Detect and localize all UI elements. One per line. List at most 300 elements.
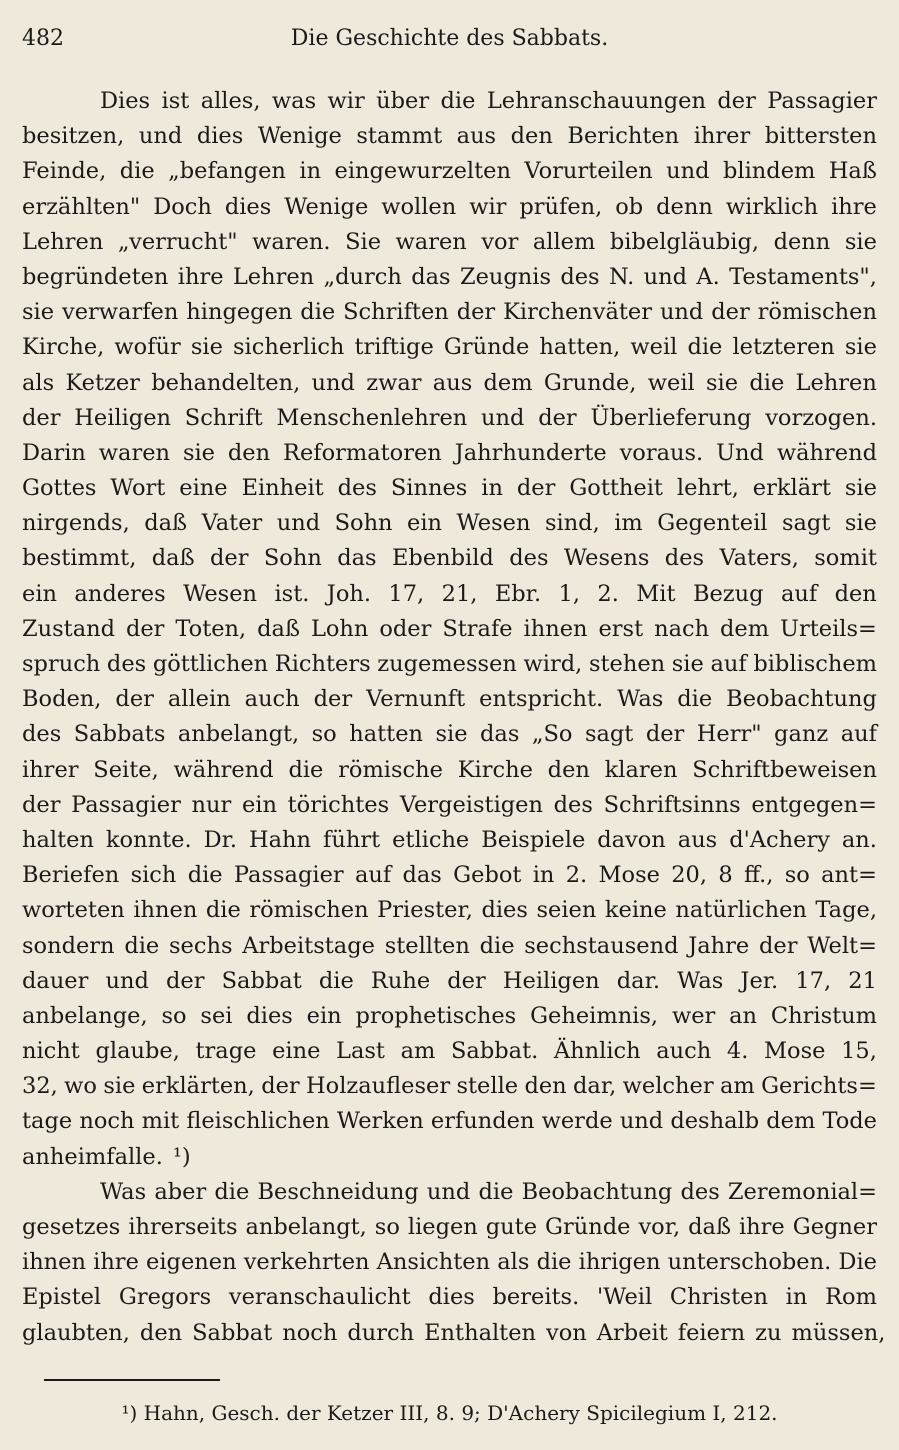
word: entspricht.: [479, 686, 604, 713]
word: „So: [531, 721, 573, 748]
text-line: [22, 682, 877, 717]
text-line: [22, 541, 877, 576]
word: müssen,: [791, 1319, 886, 1346]
text-line: [22, 1210, 877, 1245]
word: eigenen: [146, 1249, 237, 1276]
word: konnte.: [105, 826, 192, 853]
word: sie: [190, 334, 223, 361]
word: Gegner: [792, 1214, 877, 1240]
word: ihrigen: [578, 1249, 661, 1276]
word: Vorurteilen: [524, 158, 653, 185]
word: stehen: [588, 651, 666, 677]
word: begründeten: [22, 263, 169, 290]
word: aus: [432, 369, 473, 396]
word: sie: [182, 439, 215, 466]
word: daß: [151, 545, 195, 572]
word: sechstausend: [524, 932, 679, 959]
text-line: [22, 471, 877, 506]
word: ihrer: [22, 756, 79, 783]
word: die: [124, 932, 160, 959]
word: ein: [241, 791, 277, 818]
word: Gerichts=: [761, 1073, 877, 1100]
text-line: [22, 330, 877, 365]
word: Lehren: [795, 369, 877, 396]
word: denn: [773, 228, 831, 255]
word: die: [288, 756, 324, 783]
word: von: [546, 1319, 587, 1346]
text-line: [22, 823, 877, 858]
text-line: [22, 647, 877, 682]
word: daß: [688, 1214, 731, 1240]
word: der: [645, 721, 685, 748]
word: bereits.: [492, 1284, 580, 1311]
word: sechs: [168, 932, 233, 959]
word: deshalb: [670, 1108, 760, 1135]
word: dem: [720, 615, 770, 642]
word: liegen: [407, 1214, 478, 1240]
word: glaubten,: [22, 1319, 130, 1346]
word: Gegenteil: [657, 510, 768, 537]
word: der: [210, 545, 249, 572]
word: der: [22, 791, 61, 818]
word: des: [680, 1178, 720, 1205]
word: sagt: [584, 721, 634, 748]
word: in: [785, 1284, 808, 1311]
word: der: [447, 967, 486, 994]
word: spruch: [22, 651, 101, 677]
word: hingegen: [186, 299, 293, 326]
word: Beschneidung: [257, 1178, 419, 1205]
word: wollen: [381, 193, 457, 220]
word: entgegen=: [751, 791, 877, 818]
word: dies: [481, 897, 528, 924]
word: glaube,: [95, 1038, 180, 1065]
word: Schriften: [343, 299, 449, 326]
word: vor,: [638, 1214, 681, 1240]
word: mit: [141, 1108, 180, 1135]
word: erst: [598, 615, 644, 642]
word: Passagier: [233, 862, 344, 889]
word: Arbeitstage: [242, 932, 375, 959]
word: Schrift: [184, 404, 263, 431]
word: ihnen: [133, 897, 198, 924]
word: lehrt,: [676, 475, 739, 502]
word: durch: [347, 1319, 415, 1346]
word: Werken: [336, 1108, 424, 1135]
text-line: [22, 84, 877, 119]
word: Lehranschauungen: [486, 88, 706, 114]
word: der: [115, 686, 154, 713]
word: 2.: [565, 862, 588, 889]
word: prophetisches: [355, 1002, 517, 1029]
word: Gottes: [22, 475, 97, 502]
word: wird,: [523, 651, 583, 677]
word: triftige: [354, 334, 434, 361]
word: und: [659, 299, 704, 326]
word: Herr": [696, 721, 762, 748]
word: sind,: [544, 510, 600, 537]
word: Ansichten: [376, 1249, 491, 1276]
word: klaren: [604, 756, 678, 783]
word: 17,: [388, 580, 425, 607]
word: aus: [677, 826, 718, 853]
word: Sabbat: [192, 1319, 273, 1346]
word: weil: [630, 334, 678, 361]
word: Rom: [825, 1284, 877, 1311]
word: Reformatoren: [283, 439, 442, 466]
word: Mit: [636, 580, 676, 607]
word: zwar: [366, 369, 422, 396]
word: Gottheit: [569, 475, 663, 502]
word: Heiligen: [502, 967, 600, 994]
word: was: [271, 88, 317, 114]
word: ganz: [774, 721, 829, 748]
word: sei: [200, 1002, 233, 1029]
word: der: [22, 404, 61, 431]
word: tage: [22, 1108, 73, 1135]
word: die: [749, 369, 785, 396]
word: und: [619, 1108, 664, 1135]
word: der: [717, 88, 756, 114]
word: sie: [103, 1073, 136, 1100]
footnote-rule: [44, 1379, 220, 1381]
word: trage: [195, 1038, 257, 1065]
text-line: [22, 1316, 886, 1351]
word: „durch: [323, 263, 402, 290]
text-line: [22, 999, 877, 1034]
footnote: ¹) Hahn, Gesch. der Ketzer III, 8. 9; D'Achery Spicilegium I, 212.: [121, 1400, 778, 1425]
word: und: [426, 1178, 471, 1205]
word: Vernunft: [366, 686, 466, 713]
text-line: [22, 929, 877, 964]
word: auf: [710, 651, 747, 677]
word: führt: [323, 826, 381, 853]
word: Christen: [669, 1284, 768, 1311]
word: Vergeistigen: [399, 791, 543, 818]
word: Richters: [274, 651, 371, 677]
word: Ebenbild: [392, 545, 494, 572]
word: eingewurzelten: [334, 158, 511, 185]
word: bestimmt,: [22, 545, 137, 572]
word: Haß: [828, 158, 877, 185]
word: des: [553, 791, 593, 818]
text-line: [22, 612, 877, 647]
word: Berichten: [567, 123, 680, 150]
word: Grunde,: [543, 369, 637, 396]
word: ihre: [738, 1214, 785, 1240]
word: 21: [848, 967, 877, 994]
word: Was: [617, 686, 664, 713]
word: des: [106, 651, 147, 677]
word: nicht: [22, 1038, 80, 1065]
word: Zeugnis: [459, 263, 552, 290]
word: so: [161, 1002, 187, 1029]
word: 'Weil: [596, 1284, 653, 1311]
word: Arbeit: [596, 1319, 668, 1346]
word: noch: [282, 1319, 338, 1346]
word: der: [166, 967, 205, 994]
word: oder: [379, 615, 432, 642]
word: römischen: [757, 299, 877, 326]
word: den: [524, 1073, 567, 1100]
word: Jahre: [688, 932, 750, 959]
word: Überlieferung: [590, 404, 752, 431]
word: veranschaulicht: [228, 1284, 411, 1311]
word: Jer.: [740, 967, 779, 994]
word: eine: [272, 1038, 321, 1065]
word: der: [125, 615, 165, 642]
word: Priester,: [377, 897, 473, 924]
word: auch: [244, 686, 300, 713]
word: sie: [435, 721, 468, 748]
word: Lehren: [232, 263, 315, 290]
text-line: [22, 436, 877, 471]
word: und: [311, 369, 355, 396]
word: Toten,: [175, 615, 247, 642]
word: die: [479, 932, 515, 959]
word: im: [614, 510, 643, 537]
text-line: [22, 858, 877, 893]
text-line: [22, 1245, 877, 1280]
word: etliche: [392, 826, 470, 853]
word: ob: [615, 193, 644, 220]
word: das: [402, 862, 442, 889]
word: weil: [647, 369, 695, 396]
word: 15,: [841, 1038, 877, 1065]
word: erzählten": [22, 193, 141, 220]
word: anheimfalle.: [22, 1143, 163, 1170]
word: ¹): [172, 1143, 191, 1170]
word: des: [560, 263, 600, 290]
word: anderes: [74, 580, 166, 607]
word: Darin: [22, 439, 86, 466]
word: 17,: [795, 967, 832, 994]
word: während: [173, 756, 274, 783]
word: die: [440, 88, 476, 114]
text-line: [22, 506, 877, 541]
word: Jahrhunderte: [454, 439, 607, 466]
word: die: [536, 1249, 572, 1276]
word: als: [497, 1249, 530, 1276]
word: Geheimnis,: [530, 1002, 659, 1029]
word: dem: [483, 369, 533, 396]
word: Seite,: [93, 756, 159, 783]
page-header: [22, 26, 877, 56]
text-line: [22, 366, 877, 401]
word: Kirchenväter: [503, 299, 653, 326]
text-line: [22, 1034, 877, 1069]
word: über: [376, 88, 430, 114]
word: „verrucht": [117, 228, 238, 255]
word: wirklich: [725, 193, 819, 220]
word: und: [643, 263, 688, 290]
word: die: [687, 334, 723, 361]
word: erklärt: [752, 475, 831, 502]
word: ihnen: [22, 1249, 86, 1276]
word: erklärten,: [141, 1073, 255, 1100]
word: natürlichen: [675, 897, 807, 924]
word: sie: [844, 475, 877, 502]
word: verwarfen: [61, 299, 179, 326]
word: eine: [179, 475, 228, 502]
word: Wesen: [183, 580, 258, 607]
word: nur: [191, 791, 232, 818]
word: seien: [536, 897, 597, 924]
word: auf: [840, 721, 877, 748]
word: Sabbat: [221, 967, 302, 994]
word: Sohn: [334, 510, 393, 537]
word: sicherlich: [233, 334, 345, 361]
word: und: [138, 123, 183, 150]
word: somit: [814, 545, 877, 572]
word: letzteren: [732, 334, 835, 361]
word: Wesens: [563, 545, 650, 572]
word: Enthalten: [424, 1319, 537, 1346]
body-text: [22, 84, 886, 1351]
word: den: [547, 756, 590, 783]
word: besitzen,: [22, 123, 125, 150]
word: sie: [671, 651, 704, 677]
word: dies: [224, 193, 272, 220]
word: Tage,: [815, 897, 877, 924]
word: werde: [541, 1108, 613, 1135]
word: und: [481, 404, 525, 431]
word: Beobachtung: [726, 686, 877, 713]
word: der: [313, 686, 353, 713]
text-line: [22, 964, 877, 999]
text-line: [22, 1175, 877, 1210]
word: Einheit: [241, 475, 324, 502]
word: Feinde,: [22, 158, 107, 185]
word: das: [480, 721, 520, 748]
word: ant=: [821, 862, 877, 889]
word: Schriftsinns: [603, 791, 741, 818]
word: sie: [22, 299, 55, 326]
word: römischen: [249, 897, 369, 924]
word: des: [22, 721, 62, 748]
word: und: [276, 510, 321, 537]
word: die: [300, 299, 336, 326]
text-line: [22, 295, 877, 330]
word: der: [758, 932, 798, 959]
word: Die: [838, 1249, 877, 1276]
word: Beobachtung: [521, 1178, 673, 1205]
word: vorzogen.: [765, 404, 877, 431]
word: der: [711, 299, 750, 326]
word: ihre: [93, 1249, 139, 1276]
word: denn: [656, 193, 713, 220]
word: ff.,: [743, 862, 774, 889]
word: sagt: [781, 510, 831, 537]
word: fleischlichen: [186, 1108, 330, 1135]
word: an.: [841, 826, 877, 853]
word: daß: [144, 510, 188, 537]
word: an: [729, 1002, 758, 1029]
word: stelle: [456, 1073, 519, 1100]
word: auf: [780, 580, 818, 607]
word: biblischem: [753, 651, 877, 677]
word: aber: [154, 1178, 207, 1205]
word: ein: [22, 580, 58, 607]
word: voraus.: [619, 439, 704, 466]
word: wir: [327, 88, 365, 114]
word: Welt=: [807, 932, 877, 959]
word: sondern: [22, 932, 115, 959]
word: Sie: [345, 228, 382, 255]
word: des: [509, 545, 549, 572]
word: bibelgläubig,: [609, 228, 760, 255]
word: so: [311, 721, 337, 748]
word: prüfen,: [519, 193, 603, 220]
word: nach: [654, 615, 710, 642]
word: und: [105, 967, 149, 994]
word: behandelten,: [151, 369, 301, 396]
word: den: [510, 123, 553, 150]
word: Menschenlehren: [276, 404, 468, 431]
word: blindem: [723, 158, 816, 185]
word: den: [139, 1319, 183, 1346]
word: gute: [485, 1214, 538, 1240]
word: am: [400, 1038, 436, 1065]
word: waren.: [252, 228, 331, 255]
word: aus: [456, 123, 497, 150]
word: dauer: [22, 967, 89, 994]
word: Strafe: [442, 615, 513, 642]
word: sie: [844, 228, 877, 255]
word: sie: [844, 334, 877, 361]
word: waren: [395, 228, 467, 255]
word: Was: [677, 967, 724, 994]
word: sie: [844, 510, 877, 537]
word: Urteils=: [780, 615, 877, 642]
word: 20,: [671, 862, 708, 889]
word: A.: [696, 263, 720, 290]
word: anbelangt,: [177, 721, 300, 748]
text-line: [22, 401, 877, 436]
word: ihrerseits: [128, 1214, 238, 1240]
word: Doch: [153, 193, 212, 220]
word: Sohn: [263, 545, 322, 572]
word: Last: [336, 1038, 385, 1065]
word: Schriftbeweisen: [692, 756, 877, 783]
word: die: [119, 158, 155, 185]
word: Vaters,: [719, 545, 799, 572]
word: so: [374, 1214, 400, 1240]
word: Kirche,: [22, 334, 105, 361]
word: in: [532, 862, 555, 889]
word: „befangen: [168, 158, 286, 185]
word: Joh.: [326, 580, 372, 607]
word: 2.: [597, 580, 619, 607]
word: der: [516, 475, 556, 502]
word: Tode: [822, 1108, 877, 1135]
word: in: [481, 475, 503, 502]
text-line: [22, 260, 877, 295]
word: Zeremonial=: [727, 1178, 877, 1205]
word: ihnen: [523, 615, 588, 642]
word: wo: [64, 1073, 97, 1100]
word: sich: [130, 862, 177, 889]
word: ihre: [177, 263, 224, 290]
word: ihre: [831, 193, 877, 220]
word: gesetzes: [22, 1214, 121, 1240]
word: alles,: [200, 88, 261, 114]
word: Mose: [764, 1038, 826, 1065]
word: wer: [671, 1002, 716, 1029]
word: Und: [716, 439, 764, 466]
word: das: [337, 545, 377, 572]
word: das: [411, 263, 451, 290]
